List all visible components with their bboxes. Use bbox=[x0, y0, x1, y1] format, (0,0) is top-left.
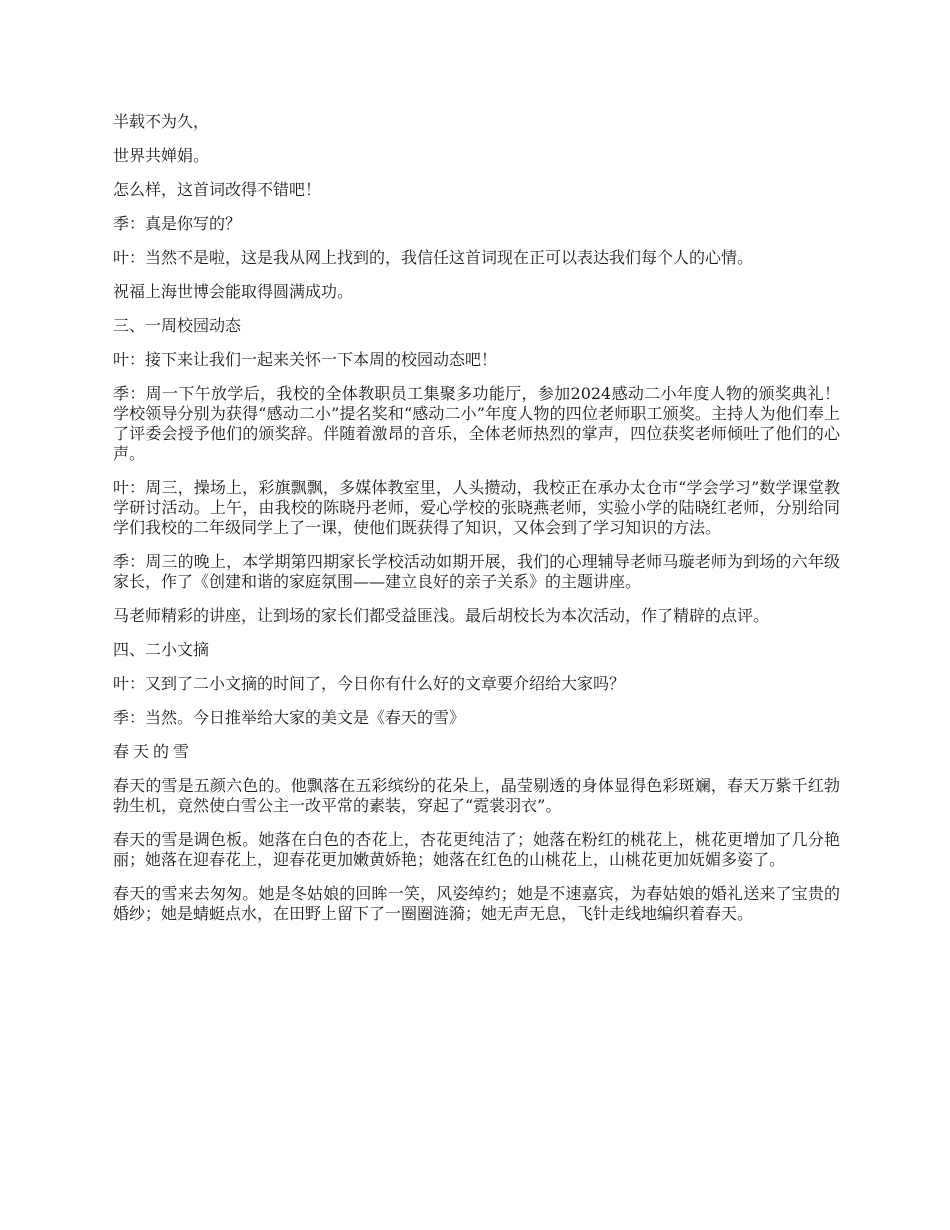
article-title: 春天的雪 bbox=[113, 742, 194, 761]
poem-line: 世界共婵娟。 bbox=[113, 146, 210, 165]
dialogue-paragraph: 季：周三的晚上，本学期第四期家长学校活动如期开展，我们的心理辅导老师马璇老师为到场的六年级家长，作了《创建和谐的家庭氛围——建立良好的亲子关系》的主题讲座。 bbox=[113, 552, 840, 591]
dialogue-paragraph: 季：当然。今日推举给大家的美文是《春天的雪》 bbox=[113, 708, 466, 727]
dialogue-paragraph: 叶：又到了二小文摘的时间了，今日你有什么好的文章要介绍给大家吗？ bbox=[113, 674, 626, 693]
section-heading: 三、一周校园动态 bbox=[113, 316, 242, 335]
article-paragraph: 春天的雪来去匆匆。她是冬姑娘的回眸一笑，风姿绰约；她是不速嘉宾，为春姑娘的婚礼送来了宝贵的婚纱；她是蜻蜓点水，在田野上留下了一圈圈涟漪；她无声无息，飞针走线地编织着春天。 bbox=[113, 884, 840, 923]
dialogue-paragraph: 马老师精彩的讲座，让到场的家长们都受益匪浅。最后胡校长为本次活动，作了精辟的点评。 bbox=[113, 606, 770, 625]
dialogue-paragraph: 叶：当然不是啦，这是我从网上找到的，我信任这首词现在正可以表达我们每个人的心情。 bbox=[113, 248, 754, 267]
document-body bbox=[113, 112, 840, 938]
article-paragraph: 春天的雪是五颜六色的。他飘落在五彩缤纷的花朵上，晶莹剔透的身体显得色彩斑斓，春天万紫千红勃勃生机，竟然使白雪公主一改平常的素装，穿起了“霓裳羽衣”。 bbox=[113, 776, 840, 815]
dialogue-paragraph: 叶：周三，操场上，彩旗飘飘，多媒体教室里，人头攒动，我校正在承办太仓市“学会学习”数学课堂教学研讨活动。上午，由我校的陈晓丹老师，爱心学校的张晓燕老师，实验小学的陆晓红老师，分别给同学们我校的二年级同学上了一课，使他们既获得了知识，又体会到了学习知识的方法。 bbox=[113, 478, 840, 537]
article-paragraph: 春天的雪是调色板。她落在白色的杏花上，杏花更纯洁了；她落在粉红的桃花上，桃花更增加了几分艳丽；她落在迎春花上，迎春花更加嫩黄娇艳；她落在红色的山桃花上，山桃花更加妩媚多姿了。 bbox=[113, 830, 840, 869]
dialogue-paragraph: 季：真是你写的？ bbox=[113, 214, 242, 233]
dialogue-paragraph: 怎么样，这首词改得不错吧！ bbox=[113, 180, 322, 199]
poem-line: 半载不为久， bbox=[113, 112, 210, 131]
dialogue-paragraph: 季：周一下午放学后，我校的全体教职员工集聚多功能厅，参加2024感动二小年度人物的颁奖典礼！学校领导分别为获得“感动二小”提名奖和“感动二小”年度人物的四位老师职工颁奖。主持人为他们奉上了评委会授予他们的颁奖辞。伴随着激昂的音乐，全体老师热烈的掌声，四位获奖老师倾吐了他们的心声。 bbox=[113, 384, 840, 463]
dialogue-paragraph: 祝福上海世博会能取得圆满成功。 bbox=[113, 282, 354, 301]
dialogue-paragraph: 叶：接下来让我们一起来关怀一下本周的校园动态吧！ bbox=[113, 350, 498, 369]
section-heading: 四、二小文摘 bbox=[113, 640, 210, 659]
